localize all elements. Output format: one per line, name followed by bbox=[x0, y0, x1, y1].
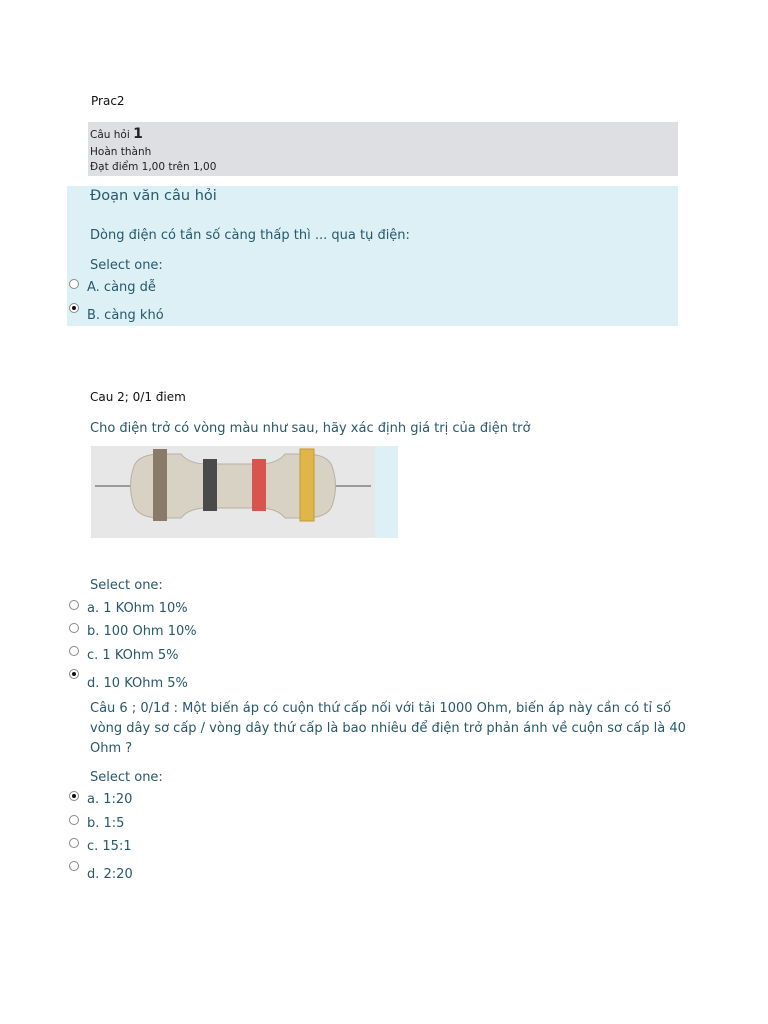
question-text-heading: Đoạn văn câu hỏi bbox=[90, 188, 217, 204]
question-number: 1 bbox=[133, 126, 143, 142]
question-body-panel bbox=[67, 186, 678, 326]
option-radio-selected[interactable] bbox=[69, 669, 79, 679]
option-label[interactable]: b. 1:5 bbox=[87, 816, 125, 831]
question-header: Cau 2; 0/1 điem bbox=[90, 390, 186, 404]
document-title: Prac2 bbox=[91, 94, 125, 108]
option-radio[interactable] bbox=[69, 815, 79, 825]
option-radio[interactable] bbox=[69, 623, 79, 633]
option-radio[interactable] bbox=[69, 861, 79, 871]
option-label[interactable]: B. càng khó bbox=[87, 308, 164, 323]
option-radio-selected[interactable] bbox=[69, 303, 79, 313]
question-text: Cho điện trở có vòng màu như sau, hãy xác định giá trị của điện trở bbox=[90, 421, 531, 436]
question-text: Dòng điện có tần số càng thấp thì ... qua tụ điện: bbox=[90, 228, 410, 243]
resistor-illustration bbox=[91, 446, 375, 538]
option-radio[interactable] bbox=[69, 646, 79, 656]
resistor-image bbox=[91, 446, 375, 538]
option-label[interactable]: d. 10 KOhm 5% bbox=[87, 676, 188, 691]
option-label[interactable]: a. 1:20 bbox=[87, 792, 133, 807]
select-one-label: Select one: bbox=[90, 578, 163, 593]
option-label[interactable]: c. 1 KOhm 5% bbox=[87, 648, 179, 663]
select-one-label: Select one: bbox=[90, 258, 163, 273]
question-number-line bbox=[90, 126, 143, 142]
option-radio[interactable] bbox=[69, 600, 79, 610]
question-status: Hoàn thành bbox=[90, 146, 152, 158]
color-band-4 bbox=[300, 449, 314, 521]
option-radio[interactable] bbox=[69, 279, 79, 289]
option-label[interactable]: c. 15:1 bbox=[87, 839, 132, 854]
option-label[interactable]: a. 1 KOhm 10% bbox=[87, 601, 188, 616]
question-info-panel bbox=[88, 122, 678, 176]
option-label[interactable]: d. 2:20 bbox=[87, 867, 133, 882]
question-grade: Đạt điểm 1,00 trên 1,00 bbox=[90, 161, 217, 173]
option-label[interactable]: b. 100 Ohm 10% bbox=[87, 624, 197, 639]
question-line: Ohm ? bbox=[90, 741, 133, 756]
option-radio[interactable] bbox=[69, 838, 79, 848]
option-label[interactable]: A. càng dễ bbox=[87, 280, 156, 295]
resistor-image-frame bbox=[91, 446, 398, 538]
question-line: Câu 6 ; 0/1đ : Một biến áp có cuộn thứ cấp nối với tải 1000 Ohm, biến áp này cần có tỉ số bbox=[90, 701, 671, 716]
question-text bbox=[90, 699, 686, 759]
select-one-label: Select one: bbox=[90, 770, 163, 785]
color-band-2 bbox=[203, 459, 217, 511]
option-radio-selected[interactable] bbox=[69, 791, 79, 801]
question-label: Câu hỏi bbox=[90, 129, 130, 141]
question-line: vòng dây sơ cấp / vòng dây thứ cấp là bao nhiêu để điện trở phản ánh về cuộn sơ cấp là 40 bbox=[90, 721, 686, 736]
color-band-3 bbox=[252, 459, 266, 511]
color-band-1 bbox=[153, 449, 167, 521]
